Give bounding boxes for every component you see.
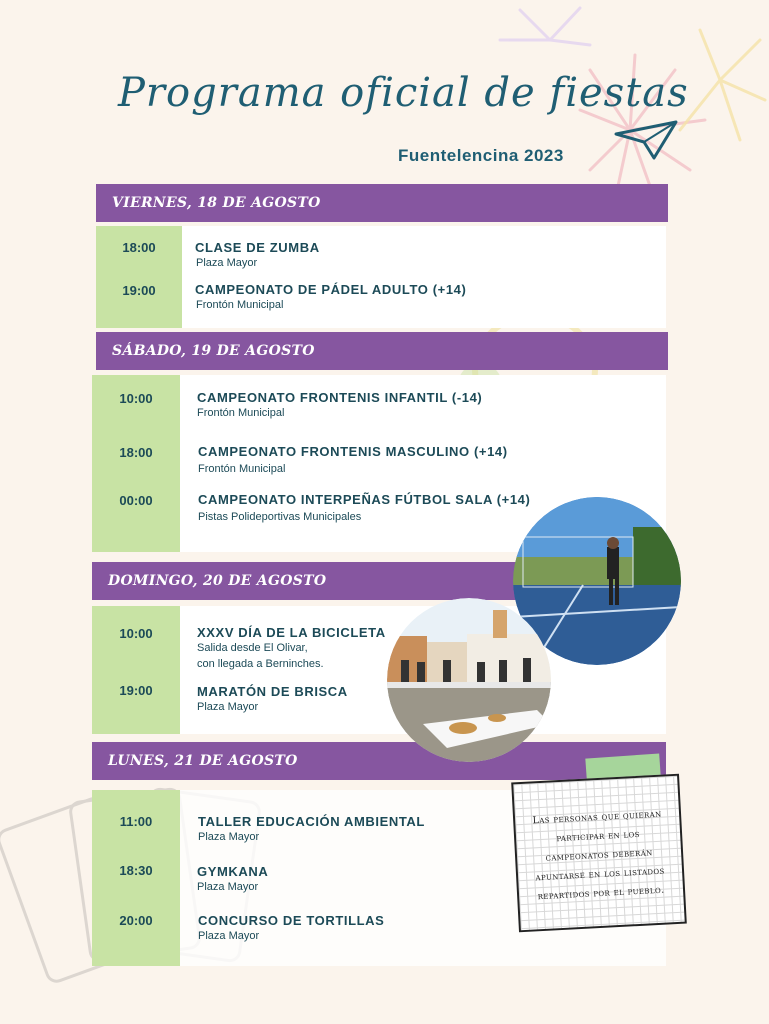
event-title: MARATÓN DE BRISCA xyxy=(197,684,348,699)
event-place: Frontón Municipal xyxy=(198,463,286,475)
event-time: 19:00 xyxy=(122,283,156,298)
event-title: GYMKANA xyxy=(197,864,269,879)
page-title: Programa oficial de fiestas xyxy=(118,70,689,116)
note-line: apuntarse en los listados xyxy=(535,865,665,884)
note-line: Las personas que quieran xyxy=(532,808,662,827)
event-place: Plaza Mayor xyxy=(198,831,260,843)
day-header-sabado: SÁBADO, 19 DE AGOSTO xyxy=(96,332,668,370)
day-header-domingo: DOMINGO, 20 DE AGOSTO xyxy=(92,562,666,600)
event-time: 10:00 xyxy=(119,391,153,406)
registration-note xyxy=(511,774,687,933)
photo-town-square xyxy=(387,598,551,762)
event-time: 18:00 xyxy=(122,240,156,255)
event-title: CAMPEONATO INTERPEÑAS FÚTBOL SALA (+14) xyxy=(198,492,531,507)
event-title: CAMPEONATO FRONTENIS INFANTIL (-14) xyxy=(197,390,483,405)
day-block-viernes xyxy=(96,226,666,328)
event-title: CLASE DE ZUMBA xyxy=(195,240,320,255)
page-subtitle: Fuentelencina 2023 xyxy=(398,146,564,165)
event-title: CAMPEONATO FRONTENIS MASCULINO (+14) xyxy=(198,444,508,459)
event-time: 18:30 xyxy=(119,863,153,878)
paper-plane-icon xyxy=(614,118,680,162)
event-place: Plaza Mayor xyxy=(198,930,260,942)
event-title: CONCURSO DE TORTILLAS xyxy=(198,913,385,928)
event-time: 20:00 xyxy=(119,913,153,928)
event-time: 18:00 xyxy=(119,445,153,460)
event-title: XXXV DÍA DE LA BICICLETA xyxy=(197,625,386,640)
event-place: Plaza Mayor xyxy=(197,701,259,713)
event-place: Salida desde El Olivar, xyxy=(197,642,308,654)
event-place: Pistas Polideportivas Municipales xyxy=(198,511,362,523)
event-place-detail: con llegada a Berninches. xyxy=(197,658,324,670)
note-line: campeonatos deberán xyxy=(545,847,653,864)
event-time: 00:00 xyxy=(119,493,153,508)
event-time: 10:00 xyxy=(119,626,153,641)
event-place: Frontón Municipal xyxy=(197,407,285,419)
event-place: Plaza Mayor xyxy=(196,257,258,269)
event-title: CAMPEONATO DE PÁDEL ADULTO (+14) xyxy=(195,282,467,297)
day-header-lunes: LUNES, 21 DE AGOSTO xyxy=(92,742,666,780)
event-time: 11:00 xyxy=(119,814,153,829)
note-line: repartidos por el pueblo. xyxy=(537,884,665,903)
event-place: Plaza Mayor xyxy=(197,881,259,893)
event-place: Frontón Municipal xyxy=(196,299,284,311)
day-header-viernes: VIERNES, 18 DE AGOSTO xyxy=(96,184,668,222)
event-time: 19:00 xyxy=(119,683,153,698)
note-line: participar en los xyxy=(556,828,641,845)
event-title: TALLER EDUCACIÓN AMBIENTAL xyxy=(198,814,425,829)
